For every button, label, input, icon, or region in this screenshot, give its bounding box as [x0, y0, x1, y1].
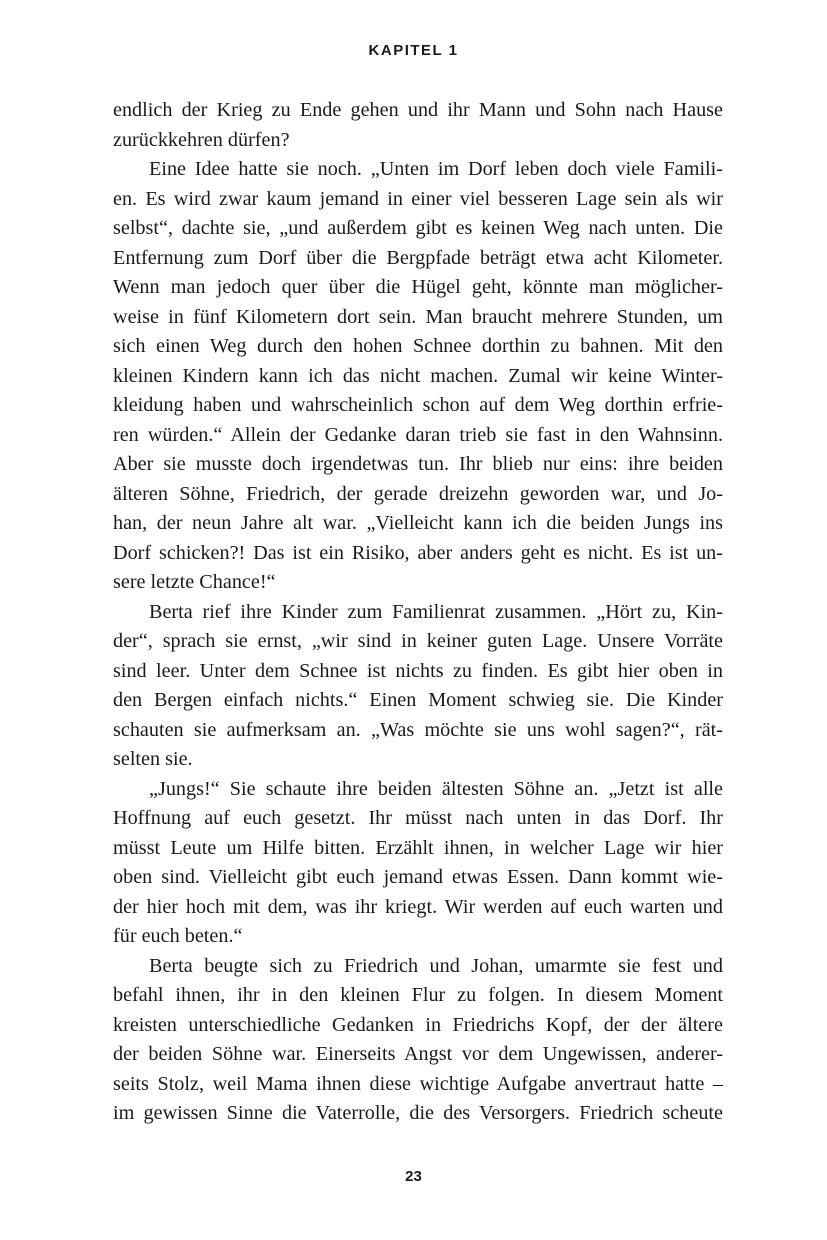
text-line: Wenn man jedoch quer über die Hügel geht, könnte man möglicher-: [113, 276, 723, 298]
text-line: sich einen Weg durch den hohen Schnee dorthin zu bahnen. Mit den: [113, 335, 723, 357]
text-line: weise in fünf Kilometern dort sein. Man braucht mehrere Stunden, um: [113, 305, 723, 328]
text-line: en. Es wird zwar kaum jemand in einer viel besseren Lage sein als wir: [113, 187, 723, 210]
text-line: der“, sprach sie ernst, „wir sind in keiner guten Lage. Unsere Vorräte: [113, 630, 723, 652]
page-number: 23: [405, 1168, 422, 1185]
text-line: der hier hoch mit dem, was ihr kriegt. Wir werden auf euch warten und: [113, 895, 723, 918]
text-line: „Jungs!“ Sie schaute ihre beiden ältesten Söhne an. „Jetzt ist alle: [149, 777, 723, 800]
text-line: Aber sie musste doch irgendetwas tun. Ihr blieb nur eins: ihre beiden: [113, 453, 723, 475]
text-line: zurückkehren dürfen?: [113, 128, 290, 151]
text-line: sere letzte Chance!“: [113, 571, 276, 593]
text-line: befahl ihnen, ihr in den kleinen Flur zu folgen. In diesem Moment: [113, 984, 723, 1006]
text-line: Berta beugte sich zu Friedrich und Johan, umarmte sie fest und: [149, 954, 723, 977]
text-line: im gewissen Sinne die Vaterrolle, die des Versorgers. Friedrich scheute: [113, 1102, 723, 1124]
text-line: Dorf schicken?! Das ist ein Risiko, aber anders geht es nicht. Es ist un-: [113, 541, 723, 564]
text-line: Eine Idee hatte sie noch. „Unten im Dorf leben doch viele Famili-: [149, 158, 723, 180]
text-line: selten sie.: [113, 748, 193, 770]
text-line: oben sind. Vielleicht gibt euch jemand etwas Essen. Dann kommt wie-: [113, 866, 723, 888]
text-line: kreisten unterschiedliche Gedanken in Friedrichs Kopf, der der ältere: [113, 1013, 723, 1036]
text-line: Hoffnung auf euch gesetzt. Ihr müsst nach unten in das Dorf. Ihr: [113, 807, 723, 829]
text-line: schauten sie aufmerksam an. „Was möchte sie uns wohl sagen?“, rät-: [113, 718, 723, 741]
text-line: han, der neun Jahre alt war. „Vielleicht kann ich die beiden Jungs ins: [113, 512, 723, 534]
text-line: sind leer. Unter dem Schnee ist nichts zu finden. Es gibt hier oben in: [113, 659, 723, 682]
text-line: kleinen Kindern kann ich das nicht machen. Zumal wir keine Winter-: [113, 364, 723, 387]
text-line: endlich der Krieg zu Ende gehen und ihr Mann und Sohn nach Hause: [113, 99, 723, 121]
body-text: [113, 96, 723, 1129]
text-line: selbst“, dachte sie, „und außerdem gibt es keinen Weg nach unten. Die: [113, 217, 723, 239]
text-line: ren würden.“ Allein der Gedanke daran trieb sie fast in den Wahnsinn.: [113, 423, 723, 446]
text-line: Entfernung zum Dorf über die Bergpfade beträgt etwa acht Kilometer.: [113, 246, 723, 269]
text-line: kleidung haben und wahrscheinlich schon auf dem Weg dorthin erfrie-: [113, 394, 723, 416]
text-line: müsst Leute um Hilfe bitten. Erzählt ihnen, in welcher Lage wir hier: [113, 836, 723, 859]
chapter-header: KAPITEL 1: [368, 42, 459, 59]
text-line: seits Stolz, weil Mama ihnen diese wichtige Aufgabe anvertraut hatte –: [113, 1072, 723, 1095]
text-line: für euch beten.“: [113, 925, 243, 947]
text-line: der beiden Söhne war. Einerseits Angst vor dem Ungewissen, anderer-: [113, 1043, 723, 1065]
text-line: Berta rief ihre Kinder zum Familienrat zusammen. „Hört zu, Kin-: [149, 600, 723, 623]
text-line: den Bergen einfach nichts.“ Einen Moment schwieg sie. Die Kinder: [113, 689, 723, 711]
text-line: älteren Söhne, Friedrich, der gerade dreizehn geworden war, und Jo-: [113, 482, 723, 505]
